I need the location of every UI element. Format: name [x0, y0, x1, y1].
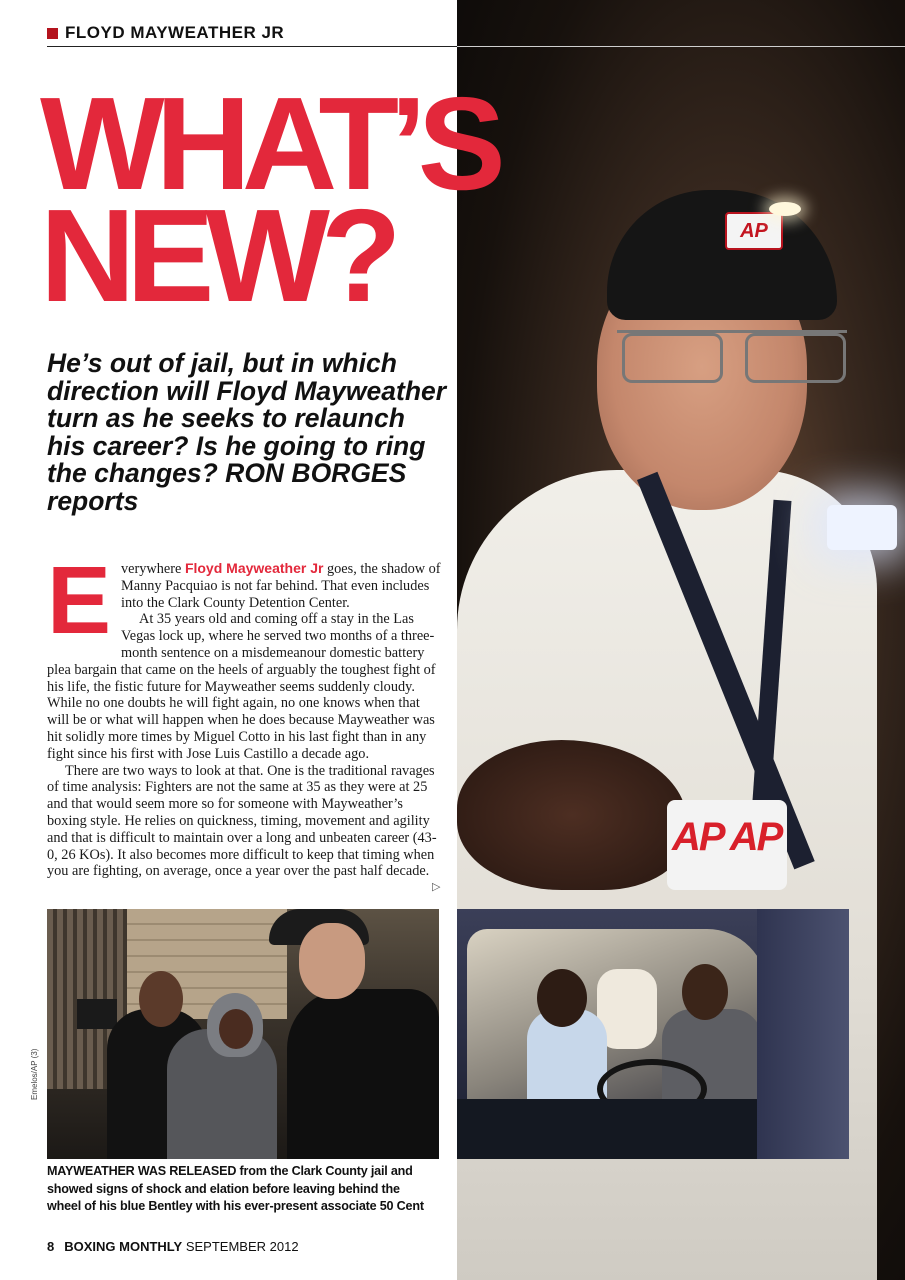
release-photo	[47, 909, 439, 1159]
headline	[40, 70, 600, 329]
caption-lead: MAYWEATHER WAS RELEASED	[47, 1164, 237, 1178]
page-number: 8	[47, 1239, 55, 1254]
issue-date: SEPTEMBER 2012	[185, 1239, 299, 1254]
paragraph-rest: goes, the shadow of Manny Pacquiao is not far behind. That even includes into the Clark County Detention Center.	[121, 561, 441, 611]
continue-arrow-icon: ▷	[432, 881, 441, 893]
person-body	[287, 989, 439, 1159]
ap-cap-logo: AP	[725, 212, 783, 250]
folio	[47, 1239, 299, 1254]
person-head	[139, 971, 183, 1027]
article-body	[47, 547, 442, 880]
article-paragraph: There are two ways to look at that. One is the traditional ravages of time analysis: Fighters are not the same at 35 as they were at 25 and that would seem more so for someone with Mayweather’s boxing style. He relies on quickness, timing, movement and agility and that is difficult to maintain over a long and unbeaten career (43-0, 26 KOs). It also becomes more difficult to keep that timing when you are fighting, on average, once a year over the past half decade.	[47, 762, 437, 880]
standfirst: He’s out of jail, but in which direction will Floyd Mayweather turn as he seeks to relaunch his career? Is he going to ring the changes? RON BORGES reports	[47, 348, 447, 516]
hero-glasses	[617, 330, 847, 380]
section-label: FLOYD MAYWEATHER JR	[65, 23, 285, 42]
camera-flash	[827, 505, 897, 550]
car-photo	[457, 909, 849, 1159]
caption-text: from the Clark County jail and showed signs of shock and elation before leaving behind the wheel of his blue Bentley with his ever-present associate 50 Cent	[47, 1164, 424, 1213]
section-header	[47, 20, 457, 47]
magazine-name: BOXING MONTHLY	[64, 1239, 183, 1254]
section-marker	[47, 28, 58, 39]
car-door	[457, 1099, 767, 1159]
article-paragraph	[47, 547, 442, 654]
person-head	[299, 923, 365, 999]
ceiling-light	[769, 202, 801, 216]
driver-head	[682, 964, 728, 1020]
person-head	[219, 1009, 253, 1049]
car-pillar	[757, 909, 849, 1159]
drop-cap: E	[47, 547, 112, 654]
passenger-head	[537, 969, 587, 1027]
microphone-label: AP AP	[672, 815, 782, 859]
hero-cap	[607, 190, 837, 320]
subject-name: Floyd Mayweather Jr	[184, 560, 324, 576]
header-rule	[457, 46, 905, 47]
headline-line-2: NEW?	[40, 182, 393, 329]
paragraph-start: verywhere	[121, 561, 185, 577]
photo-credit: Emelos/AP (3)	[30, 1048, 39, 1100]
photo-caption	[47, 1163, 427, 1216]
press-camera	[77, 999, 117, 1029]
article-paragraph: At 35 years old and coming off a stay in the Las Vegas lock up, where he served two months of a three-month sentence on a misdemeanour domestic battery plea bargain that came on the heels of arguably the toughest fight of his life, the fistic future for Mayweather seems suddenly cloudy. While no one doubts he will fight again, no one knows when that will be or what will happen when he does because Mayweather was hit solidly more times by Miguel Cotto in his last fight than in any fight since his first with Jose Luis Castillo a decade ago.	[47, 611, 436, 762]
headline-line-1: WHAT’S	[40, 70, 497, 217]
